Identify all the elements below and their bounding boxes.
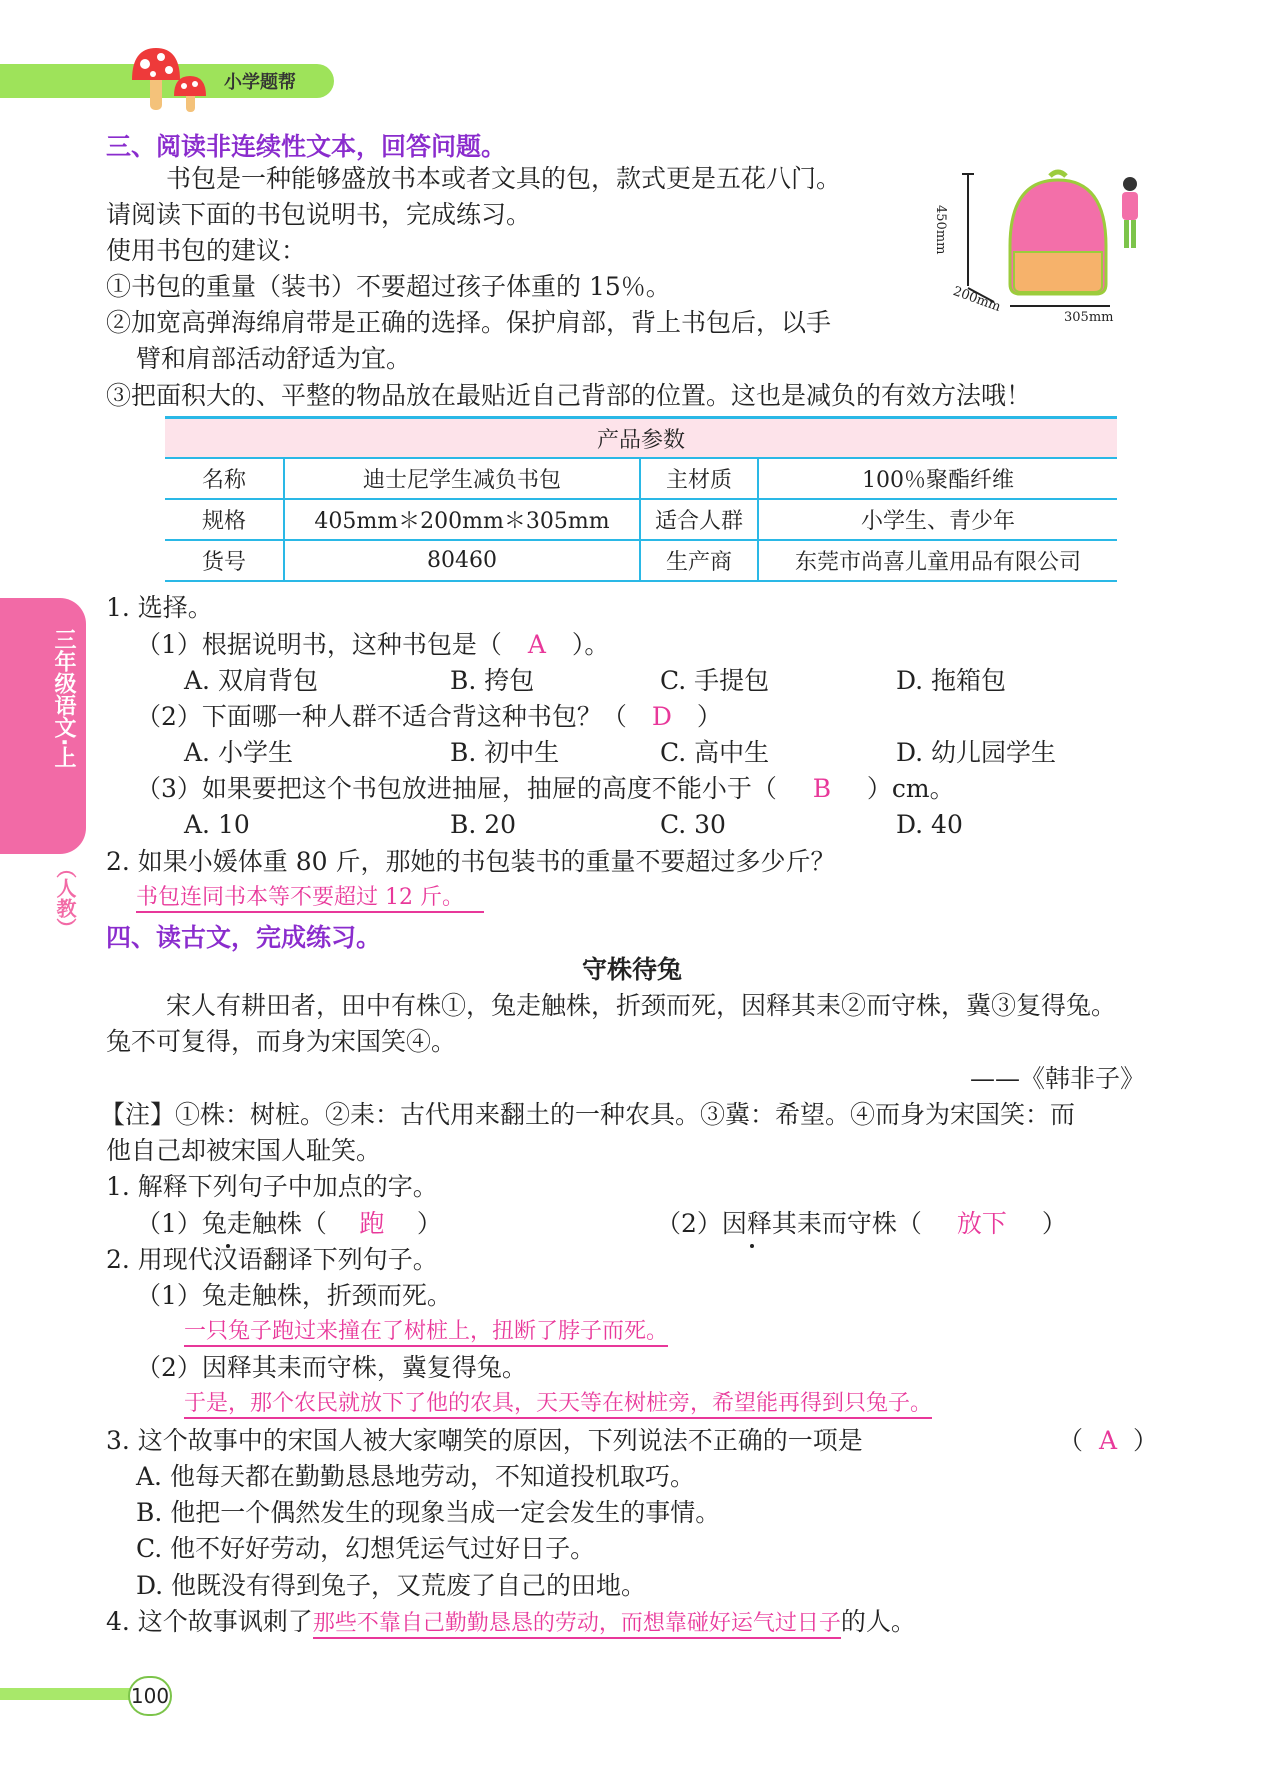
advice-title: 使用书包的建议： [106,236,307,265]
story-text2: 兔不可复得，而身为宋国笑④。 [106,1027,457,1056]
question-text: （1）根据说明书，这种书包是（ [136,630,502,659]
s4-q2-sub1-question: （1）兔走触株，折颈而死。 [136,1281,452,1310]
spec-cell: 迪士尼学生减负书包 [284,458,640,499]
spec-cell: 东莞市尚喜儿童用品有限公司 [758,540,1117,581]
s4-q2-sub2-question: （2）因释其耒而守株，冀复得兔。 [136,1353,527,1382]
s4-q1-title: 1. 解释下列句子中加点的字。 [106,1172,438,1201]
backpack-height-label: 450mm [933,205,948,255]
advice-2a: ②加宽高弹海绵肩带是正确的选择。保护肩部，背上书包后，以手 [106,308,832,337]
answer: 那些不靠自己勤勤恳恳的劳动，而想靠碰好运气过日子 [313,1611,841,1639]
answer: A [527,630,546,659]
option: D. 幼儿园学生 [896,738,1057,767]
section3-intro2: 请阅读下面的书包说明书，完成练习。 [106,200,532,229]
story-source: ——《韩非子》 [970,1064,1146,1093]
bracket: ） [1133,1426,1159,1455]
answer: 跑 [359,1209,385,1238]
answer: D [651,702,672,731]
side-tab-grade: 三年级语文·上 [51,628,76,769]
s4-q1-sub2 [656,1208,1067,1240]
option: A. 小学生 [184,738,293,767]
table-row [165,499,1117,540]
option: B. 他把一个偶然发生的现象当成一定会发生的事情。 [136,1498,721,1527]
spec-table [165,416,1117,582]
s3-q1-sub1 [136,629,609,661]
table-row [165,540,1117,581]
spec-cell: 名称 [165,458,284,499]
s4-q1-sub1 [136,1208,442,1240]
option: D. 40 [896,810,963,839]
s4-q2-sub2-answer [184,1388,932,1420]
advice-3: ③把面积大的、平整的物品放在最贴近自己背部的位置。这也是减负的有效方法哦！ [106,381,1032,410]
question-text: ） [696,702,722,731]
backpack-depth-label: 200mm [950,283,1003,316]
option: D. 他既没有得到兔子，又荒废了自己的田地。 [136,1571,647,1600]
backpack-width-label: 305mm [1064,310,1114,325]
mushroom-logo-icon [128,44,218,116]
question-text: ） [416,1209,442,1238]
question-text: （2）因释其耒而守株（ [656,1209,922,1238]
story-title: 守株待兔 [582,955,683,984]
spec-cell: 405mm＊200mm＊305mm [284,499,640,540]
answer: 书包连同书本等不要超过 12 斤。 [136,885,484,913]
question-text: （1）兔走触株（ [136,1209,327,1238]
question-text: ） [1041,1209,1067,1238]
note-line1: 【注】①株：树桩。②耒：古代用来翻土的一种农具。③冀：希望。④而身为宋国笑：而 [100,1100,1076,1129]
s4-q2-title: 2. 用现代汉语翻译下列句子。 [106,1245,438,1274]
answer: 于是，那个农民就放下了他的农具，天天等在树桩旁，希望能再得到只兔子。 [184,1391,932,1419]
footer-bar [0,1688,140,1700]
table-row [165,458,1117,499]
section3-title: 三、阅读非连续性文本，回答问题。 [106,132,507,161]
emphasis-dot [750,1244,754,1248]
section3-intro1: 书包是一种能够盛放书本或者文具的包，款式更是五花八门。 [166,164,842,193]
s3-q2-answer [136,882,484,914]
question-text: ）。 [571,630,610,659]
bracket: （ [1058,1426,1084,1455]
question-text: 4. 这个故事讽刺了 [106,1607,313,1636]
option: D. 拖箱包 [896,666,1007,695]
spec-cell: 80460 [284,540,640,581]
question-text: 的人。 [840,1607,916,1636]
advice-1: ①书包的重量（装书）不要超过孩子体重的 15％。 [106,272,671,301]
spec-cell: 规格 [165,499,284,540]
s3-q1-title: 1. 选择。 [106,593,213,622]
option: A. 他每天都在勤勤恳恳地劳动，不知道投机取巧。 [136,1462,695,1491]
side-tab-edition: （人教） [53,858,77,938]
question-text: ）cm。 [866,774,955,803]
option: C. 30 [660,810,726,839]
spec-cell: 货号 [165,540,284,581]
s4-q3-bracket [1058,1425,1158,1457]
page-number: 100 [128,1676,172,1716]
spec-cell: 小学生、青少年 [758,499,1117,540]
answer: 一只兔子跑过来撞在了树桩上，扭断了脖子而死。 [184,1319,668,1347]
s3-q1-sub2 [136,701,722,733]
advice-2b: 臂和肩部活动舒适为宜。 [136,344,412,373]
option: C. 他不好好劳动，幻想凭运气过好日子。 [136,1534,596,1563]
question-text: （3）如果要把这个书包放进抽屉，抽屉的高度不能小于（ [136,774,777,803]
backpack-figure [950,166,1162,336]
s4-q2-sub1-answer [184,1316,668,1348]
question-text: （2）下面哪一种人群不适合背这种书包？（ [136,702,627,731]
brand-name: 小学题帮 [224,72,296,93]
option: C. 手提包 [660,666,770,695]
story-text1: 宋人有耕田者，田中有株①，兔走触株，折颈而死，因释其耒②而守株，冀③复得兔。 [166,991,1117,1020]
option: C. 高中生 [660,738,770,767]
option: B. 初中生 [450,738,560,767]
section4-title: 四、读古文，完成练习。 [106,923,382,952]
s4-q4 [106,1606,916,1640]
option: B. 挎包 [450,666,535,695]
spec-table-title: 产品参数 [165,418,1117,459]
spec-cell: 主材质 [640,458,758,499]
option: A. 双肩背包 [184,666,318,695]
spec-cell: 100％聚酯纤维 [758,458,1117,499]
s4-q3-question: 3. 这个故事中的宋国人被大家嘲笑的原因，下列说法不正确的一项是 [106,1426,863,1455]
option: A. 10 [184,810,250,839]
note-line2: 他自己却被宋国人耻笑。 [106,1136,382,1165]
spec-cell: 生产商 [640,540,758,581]
answer: 放下 [956,1209,1007,1238]
spec-cell: 适合人群 [640,499,758,540]
option: B. 20 [450,810,517,839]
s3-q1-sub3 [136,773,955,805]
answer: A [1098,1426,1118,1455]
answer: B [812,774,832,803]
s3-q2-question: 2. 如果小媛体重 80 斤，那她的书包装书的重量不要超过多少斤？ [106,847,836,876]
